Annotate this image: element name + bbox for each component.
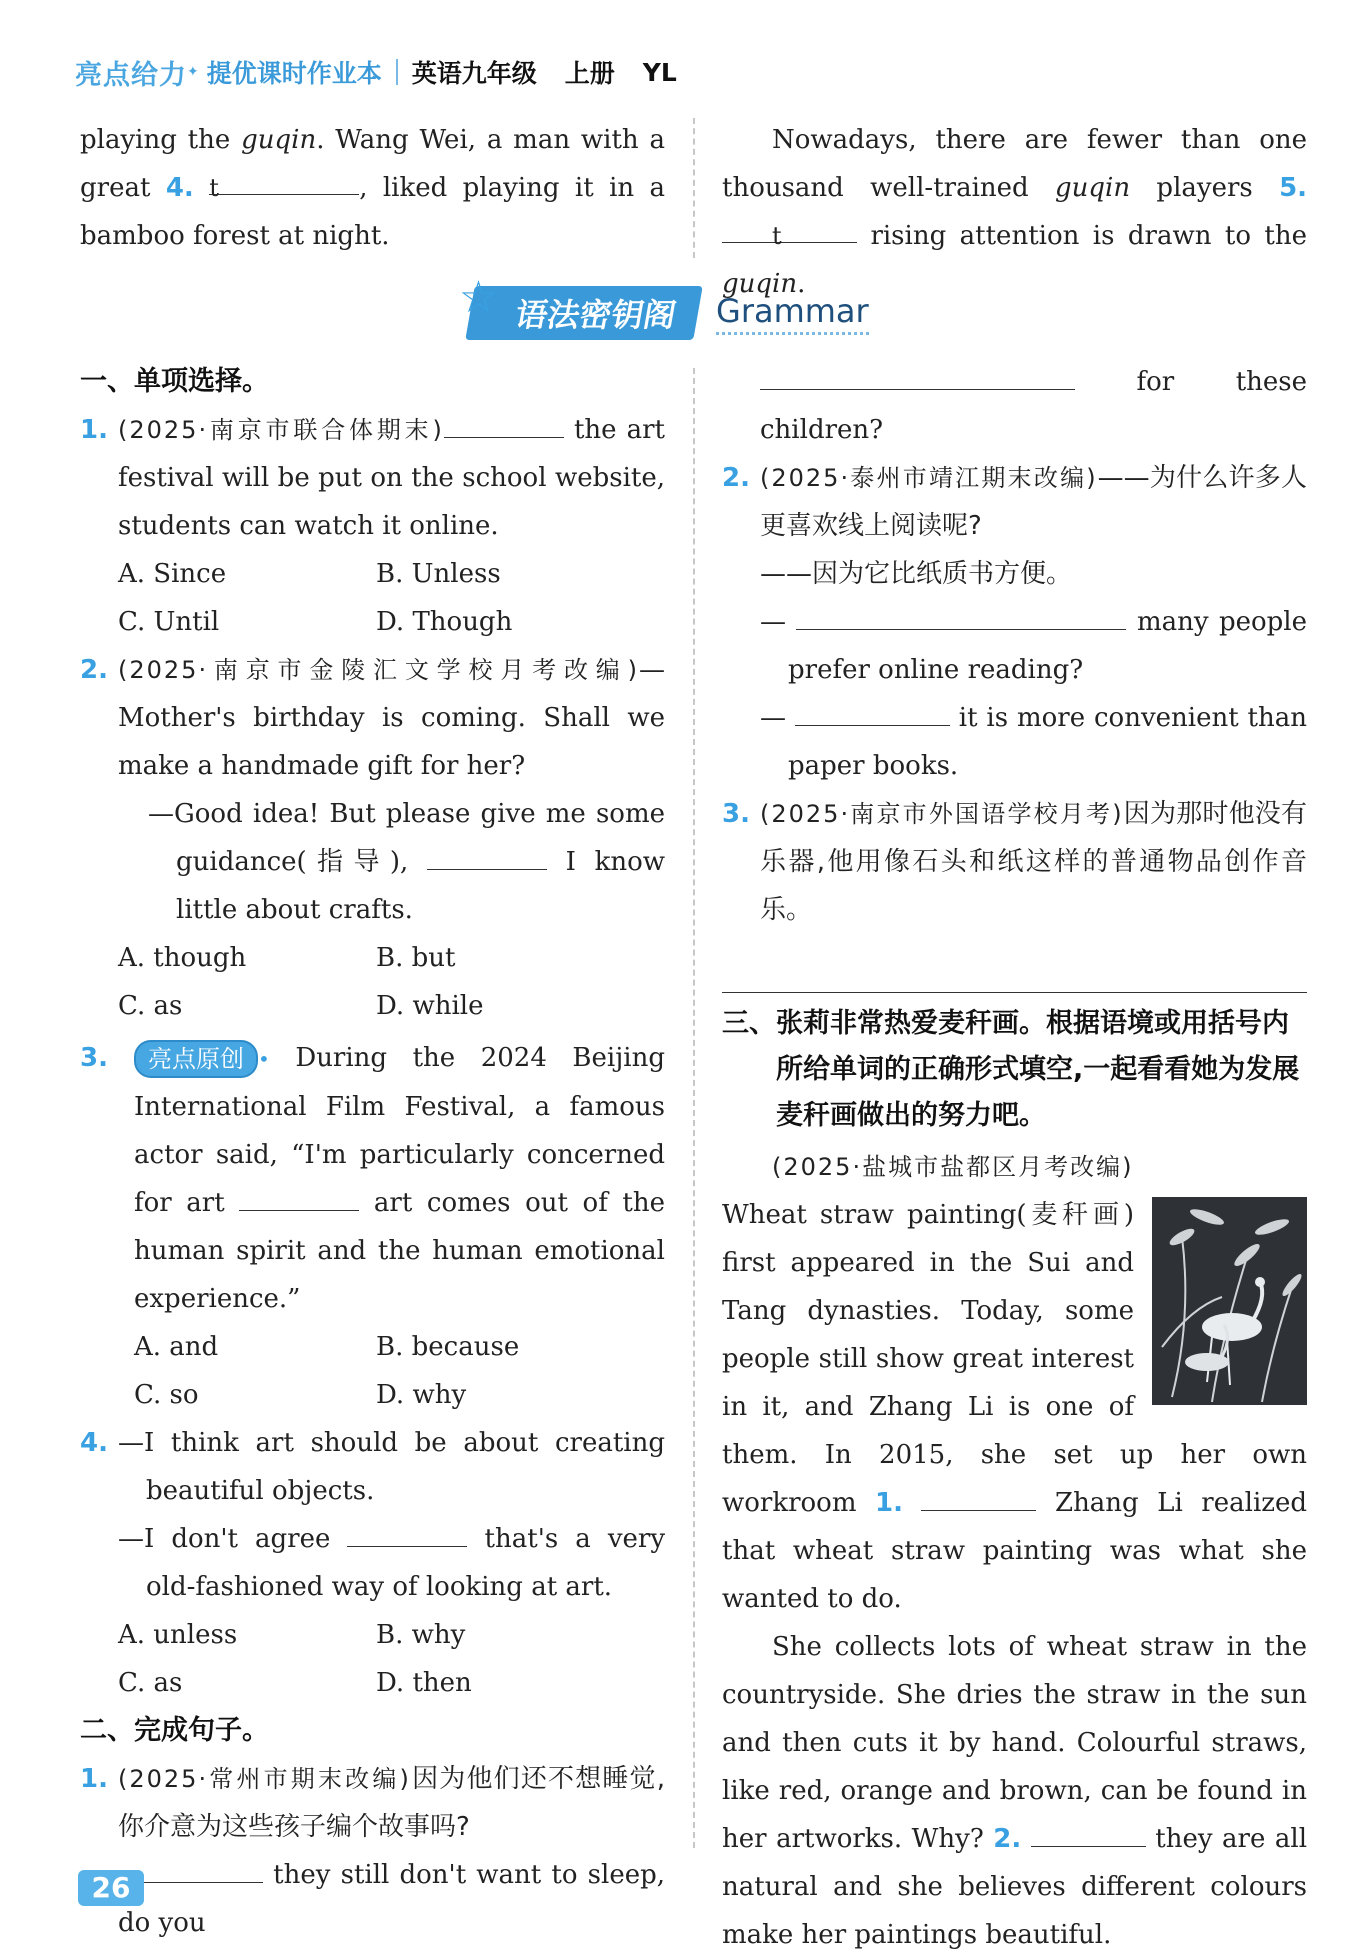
question-number: 1. [875, 1488, 903, 1518]
left-column [80, 358, 665, 1947]
option-b[interactable]: B. but [376, 943, 456, 973]
question-number: 1. [80, 1764, 108, 1794]
column-divider-main [693, 368, 695, 1848]
answer-blank[interactable]: t [209, 164, 359, 195]
question-number: 1. [80, 415, 108, 445]
option-d[interactable]: D. while [376, 991, 484, 1021]
question-source: (2025·南京市金陵汇文学校月考改编) [118, 656, 639, 684]
question-source: (2025·南京市联合体期末) [118, 416, 444, 444]
option-b[interactable]: B. because [376, 1332, 520, 1362]
question-2: 2. (2025·南京市金陵汇文学校月考改编)—Mother's birthday is coming. Shall we make a handmade gift for her? —Good idea! But please give me some guidance(指导), I know little about crafts. [80, 646, 665, 934]
options-row [80, 550, 665, 598]
answer-blank[interactable] [1031, 1816, 1146, 1847]
crane-painting-image [1152, 1197, 1307, 1405]
column-divider-top [693, 118, 695, 258]
options-row [80, 1323, 665, 1371]
sentence-1-continued: for these children? [722, 358, 1307, 454]
options-row [80, 1371, 665, 1419]
answer-blank[interactable] [796, 599, 1126, 630]
question-1: 1. (2025·南京市联合体期末) the art festival will be put on the school website, students can watch it online. [80, 406, 665, 550]
answer-blank[interactable] [795, 695, 950, 726]
banner-subtitle: Grammar [716, 292, 869, 335]
question-number: 4. [80, 1428, 108, 1458]
original-badge: 亮点原创 [134, 1040, 258, 1078]
star-icon: ☆ [458, 272, 499, 323]
question-number: 2. [993, 1824, 1022, 1854]
option-d[interactable]: D. why [376, 1380, 467, 1410]
option-c[interactable]: C. so [134, 1380, 199, 1410]
options-row [80, 934, 665, 982]
straw-painting-passage: (2025·盐城市盐都区月考改编) Wheat straw painting(麦秆画) first appeared in the Sui and Tang dynasties. Today, some people still show great interest in it, and Zhang Li is one of them. In 2015, she set up her own workroom 1. Zhang Li realized that wheat straw painting was what she wanted to do. She collects lots of wheat straw in the countryside. She dries the straw in the sun and then cuts it by hand. Colourful straws, like red, orange and brown, can be found in her artworks. Why? 2. they are all natural and she believes different colours make her paintings beautiful. [722, 1153, 1308, 1950]
passage-text: Nowadays, there are fewer than one thousand well-trained guqin players 5. t rising attention is drawn to the guqin. [722, 125, 1308, 299]
book-volume: 上册 [564, 59, 615, 88]
banner-title: 语法密钥阁 [512, 296, 680, 334]
question-4: 4. —I think art should be about creating beautiful objects. —I don't agree that's a very old-fashioned way of looking at art. [80, 1419, 665, 1611]
question-number: 5. [1279, 173, 1308, 203]
series-title: 提优课时作业本 [206, 59, 382, 88]
section-title: 三、张莉非常热爱麦秆画。根据语境或用括号内所给单词的正确形式填空,一起看看她为发展麦秆画做出的努力吧。 [722, 1008, 1300, 1131]
option-a[interactable]: A. Since [118, 559, 227, 589]
option-a[interactable]: A. though [118, 943, 247, 973]
option-a[interactable]: A. unless [118, 1620, 238, 1650]
question-3: 3. 亮点原创 • During the 2024 Beijing International Film Festival, a famous actor said, “I'm particularly concerned for art art comes out of the human spirit and the human emotional experience.” [80, 1034, 665, 1323]
sentence-3: 3. (2025·南京市外国语学校月考)因为那时他没有乐器,他用像石头和纸这样的普通物品创作音乐。 [722, 790, 1307, 934]
section-title: 二、完成句子。 [80, 1715, 269, 1746]
options-row [80, 1611, 665, 1659]
option-d[interactable]: D. then [376, 1668, 472, 1698]
option-c[interactable]: C. as [118, 1668, 183, 1698]
question-source: (2025·南京市外国语学校月考) [760, 800, 1124, 828]
passage-continuation-right [722, 116, 1307, 308]
book-title: 英语九年级 [411, 59, 537, 88]
question-number: 4. [165, 173, 194, 203]
header-separator [396, 59, 398, 85]
question-source: (2025·盐城市盐都区月考改编) [772, 1153, 1134, 1181]
page-number: 26 [78, 1870, 144, 1906]
options-row [80, 598, 665, 646]
answer-blank[interactable] [347, 1516, 467, 1547]
question-number: 2. [722, 463, 750, 493]
passage-continuation-left [80, 116, 665, 260]
question-source: (2025·泰州市靖江期末改编) [760, 464, 1098, 492]
star-icon: ✦ [187, 64, 199, 80]
banner-box [458, 272, 703, 340]
answer-blank[interactable] [427, 839, 547, 870]
option-c[interactable]: C. as [118, 991, 183, 1021]
option-d[interactable]: D. Though [376, 607, 513, 637]
sentence-1: 1. (2025·常州市期末改编)因为他们还不想睡觉,你介意为这些孩子编个故事吗? they still don't want to sleep, do you [80, 1755, 665, 1947]
option-b[interactable]: B. why [376, 1620, 466, 1650]
answer-blank[interactable] [239, 1180, 359, 1211]
grammar-banner [458, 272, 869, 344]
question-number: 2. [80, 655, 108, 685]
options-row [80, 982, 665, 1030]
brand-logo: 亮点给力 [75, 59, 187, 91]
answer-blank[interactable] [921, 1480, 1036, 1511]
sentence-2: 2. (2025·泰州市靖江期末改编)——为什么许多人更喜欢线上阅读呢? ——因为它比纸质书方便。 — many people prefer online reading? — it is more convenient than paper books. [722, 454, 1307, 790]
section-title: 一、单项选择。 [80, 366, 269, 397]
page-header [75, 50, 705, 94]
crane-icon [1152, 1197, 1307, 1405]
right-column [722, 358, 1307, 1959]
answer-line[interactable] [722, 944, 1307, 993]
question-source: (2025·常州市期末改编) [118, 1765, 411, 1793]
answer-blank[interactable] [444, 407, 564, 438]
question-number: 3. [722, 799, 750, 829]
book-edition: YL [642, 57, 677, 87]
option-c[interactable]: C. Until [118, 607, 220, 637]
answer-blank[interactable] [760, 359, 1075, 390]
options-row [80, 1659, 665, 1707]
option-a[interactable]: A. and [134, 1332, 219, 1362]
passage-text: playing the guqin. Wang Wei, a man with a great 4. t , liked playing it in a bamboo forest at night. [80, 125, 666, 251]
question-number: 3. [80, 1043, 108, 1073]
option-b[interactable]: B. Unless [376, 559, 501, 589]
answer-blank[interactable]: t [722, 212, 857, 243]
